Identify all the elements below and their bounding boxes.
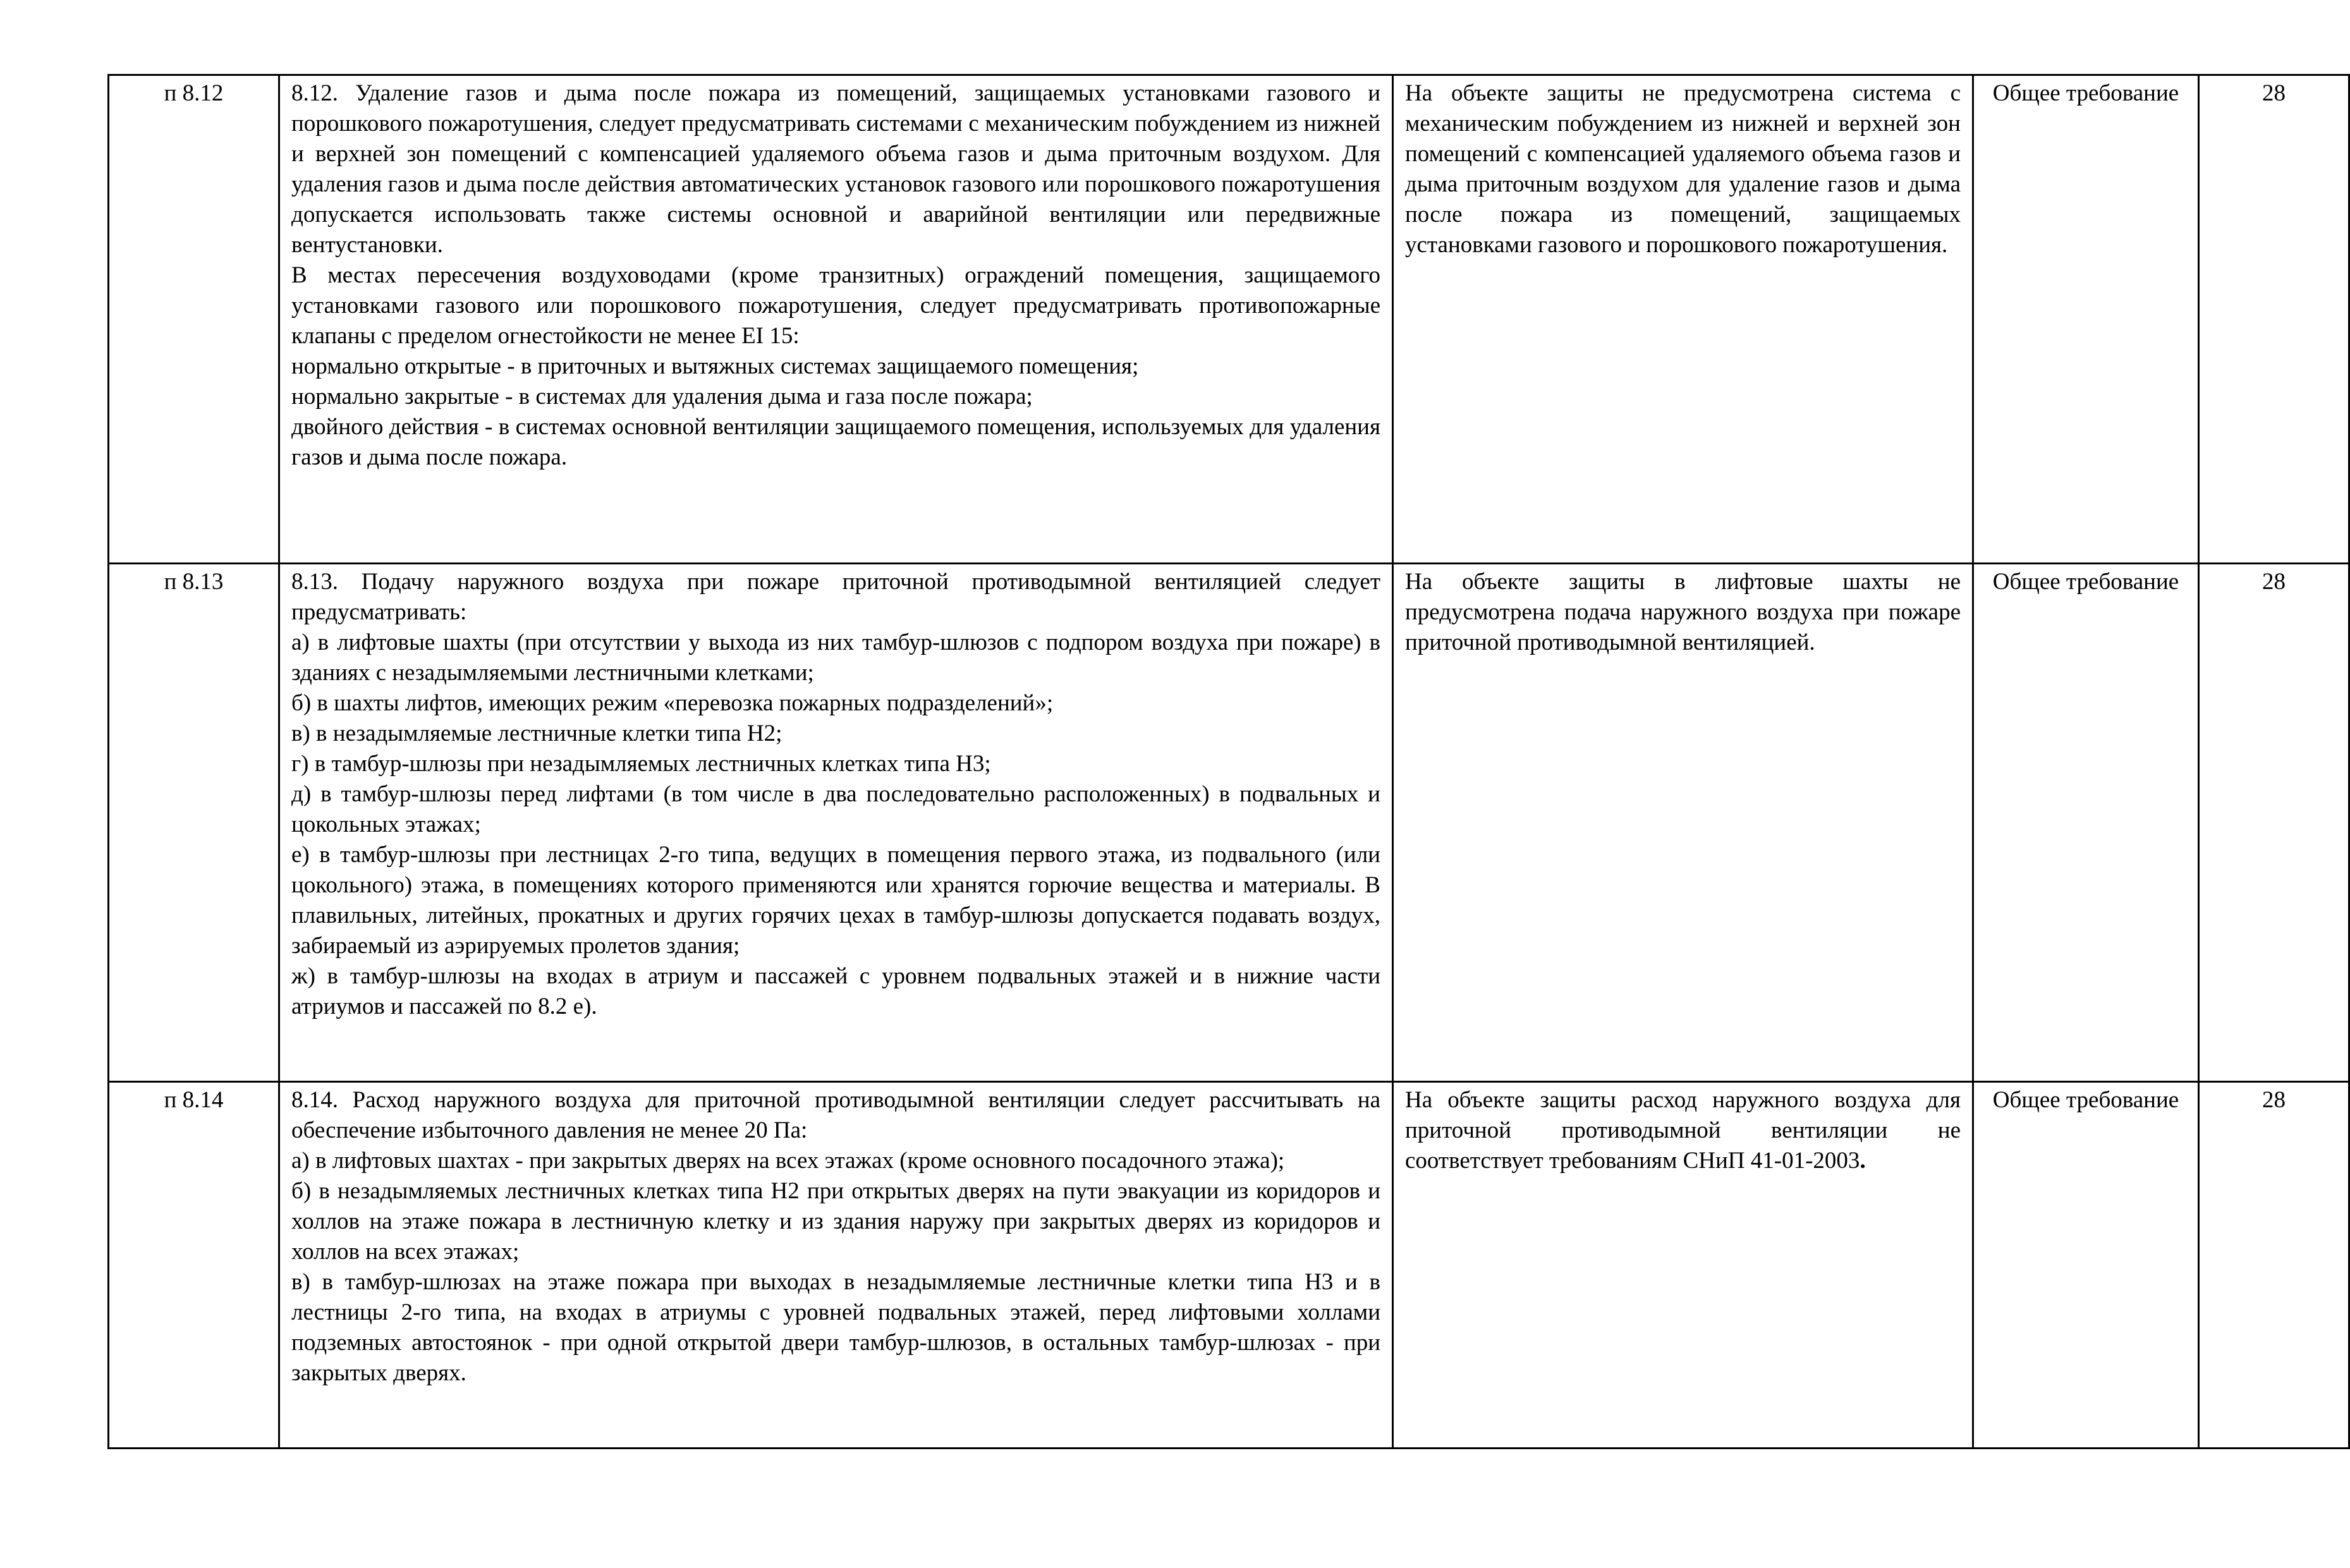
requirement-paragraph: нормально закрытые - в системах для удаления дыма и газа после пожара;	[291, 384, 1033, 410]
requirement-paragraph: е) в тамбур-шлюзы при лестницах 2-го типа, ведущих в помещения первого этажа, из подвального (или цокольного) этажа, в помещениях которого применяются или хранятся горючие вещества и материалы. В плавильных, литейных, прокатных и других горячих цехах в тамбур-шлюзы допускается подавать воздух, забираемый из аэрируемых пролетов здания;	[291, 842, 1380, 959]
requirements-table	[107, 74, 2350, 1449]
requirement-paragraph: а) в лифтовые шахты (при отсутствии у выхода из них тамбур-шлюзов с подпором воздуха при пожаре) в зданиях с незадымляемыми лестничными клетками;	[291, 629, 1380, 686]
requirement-paragraph: г) в тамбур-шлюзы при незадымляемых лестничных клетках типа Н3;	[291, 751, 991, 777]
table-row	[109, 564, 2349, 1082]
finding-text	[1393, 75, 1973, 564]
finding-body: На объекте защиты расход наружного воздуха для приточной противодымной вентиляции не соответствует требованиям СНиП 41-01-2003	[1405, 1087, 1961, 1174]
finding-body: На объекте защиты в лифтовые шахты не предусмотрена подача наружного воздуха при пожаре приточной противодымной вентиляцией.	[1405, 569, 1961, 655]
clause-reference: п 8.14	[109, 1082, 279, 1449]
table-row	[109, 1082, 2349, 1449]
requirement-paragraph: нормально открытые - в приточных и вытяжных системах защищаемого помещения;	[291, 353, 1139, 379]
clause-reference: п 8.12	[109, 75, 279, 564]
finding-text	[1393, 564, 1973, 1082]
requirement-paragraph: ж) в тамбур-шлюзы на входах в атриум и пассажей с уровнем подвальных этажей и в нижние части атриумов и пассажей по 8.2 е).	[291, 963, 1380, 1019]
clause-reference: п 8.13	[109, 564, 279, 1082]
requirement-paragraph: двойного действия - в системах основной вентиляции защищаемого помещения, используемых для удаления газов и дыма после пожара.	[291, 414, 1380, 470]
finding-paragraph	[1405, 1085, 1961, 1176]
requirement-paragraph: а) в лифтовых шахтах - при закрытых дверях на всех этажах (кроме основного посадочного этажа);	[291, 1148, 1285, 1174]
finding-paragraph	[1405, 567, 1961, 658]
requirement-paragraph: 8.13. Подачу наружного воздуха при пожаре приточной противодымной вентиляцией следует предусматривать:	[291, 569, 1380, 625]
requirement-text	[279, 75, 1393, 564]
requirement-text	[279, 1082, 1393, 1449]
table-row	[109, 75, 2349, 564]
requirement-paragraph: б) в незадымляемых лестничных клетках типа Н2 при открытых дверях на пути эвакуации из коридоров и холлов на этаже пожара в лестничную клетку и из здания наружу при закрытых дверях из коридоров и холлов на всех этажах;	[291, 1178, 1380, 1265]
requirement-type: Общее требование	[1973, 1082, 2199, 1449]
requirement-paragraph: 8.12. Удаление газов и дыма после пожара из помещений, защищаемых установками газового и порошкового пожаротушения, следует предусматривать системами с механическим побуждением из нижней и верхней зон помещений с компенсацией удаляемого объема газов и дыма приточным воздухом. Для удаления газов и дыма после действия автоматических установок газового или порошкового пожаротушения допускается использовать также системы основной и аварийной вентиляции или передвижные вентустановки.	[291, 80, 1380, 258]
requirement-paragraph: В местах пересечения воздуховодами (кроме транзитных) ограждений помещения, защищаемого установками газового или порошкового пожаротушения, следует предусматривать противопожарные клапаны с пределом огнестойкости не менее EI 15:	[291, 262, 1380, 349]
requirement-type: Общее требование	[1973, 564, 2199, 1082]
requirement-paragraph: в) в тамбур-шлюзах на этаже пожара при выходах в незадымляемые лестничные клетки типа Н3 и в лестницы 2-го типа, на входах в атриумы с уровней подвальных этажей, перед лифтовыми холлами подземных автостоянок - при одной открытой двери тамбур-шлюзов, в остальных тамбур-шлюзах - при закрытых дверях.	[291, 1269, 1380, 1386]
finding-end: .	[1860, 1148, 1866, 1174]
page-number: 28	[2199, 564, 2349, 1082]
requirement-paragraph: д) в тамбур-шлюзы перед лифтами (в том числе в два последовательно расположенных) в подвальных и цокольных этажах;	[291, 781, 1380, 837]
page-number: 28	[2199, 75, 2349, 564]
finding-paragraph	[1405, 78, 1961, 260]
requirement-paragraph: в) в незадымляемые лестничные клетки типа Н2;	[291, 720, 782, 746]
requirement-paragraph: 8.14. Расход наружного воздуха для приточной противодымной вентиляции следует рассчитывать на обеспечение избыточного давления не менее 20 Па:	[291, 1087, 1380, 1143]
requirement-type: Общее требование	[1973, 75, 2199, 564]
page-number: 28	[2199, 1082, 2349, 1449]
requirement-paragraph: б) в шахты лифтов, имеющих режим «перевозка пожарных подразделений»;	[291, 690, 1054, 716]
requirement-text	[279, 564, 1393, 1082]
finding-text	[1393, 1082, 1973, 1449]
finding-body: На объекте защиты не предусмотрена система с механическим побуждением из нижней и верхней зон помещений с компенсацией удаляемого объема газов и дыма приточным воздухом для удаление газов и дыма после пожара из помещений, защищаемых установками газового и порошкового пожаротушения.	[1405, 80, 1961, 258]
